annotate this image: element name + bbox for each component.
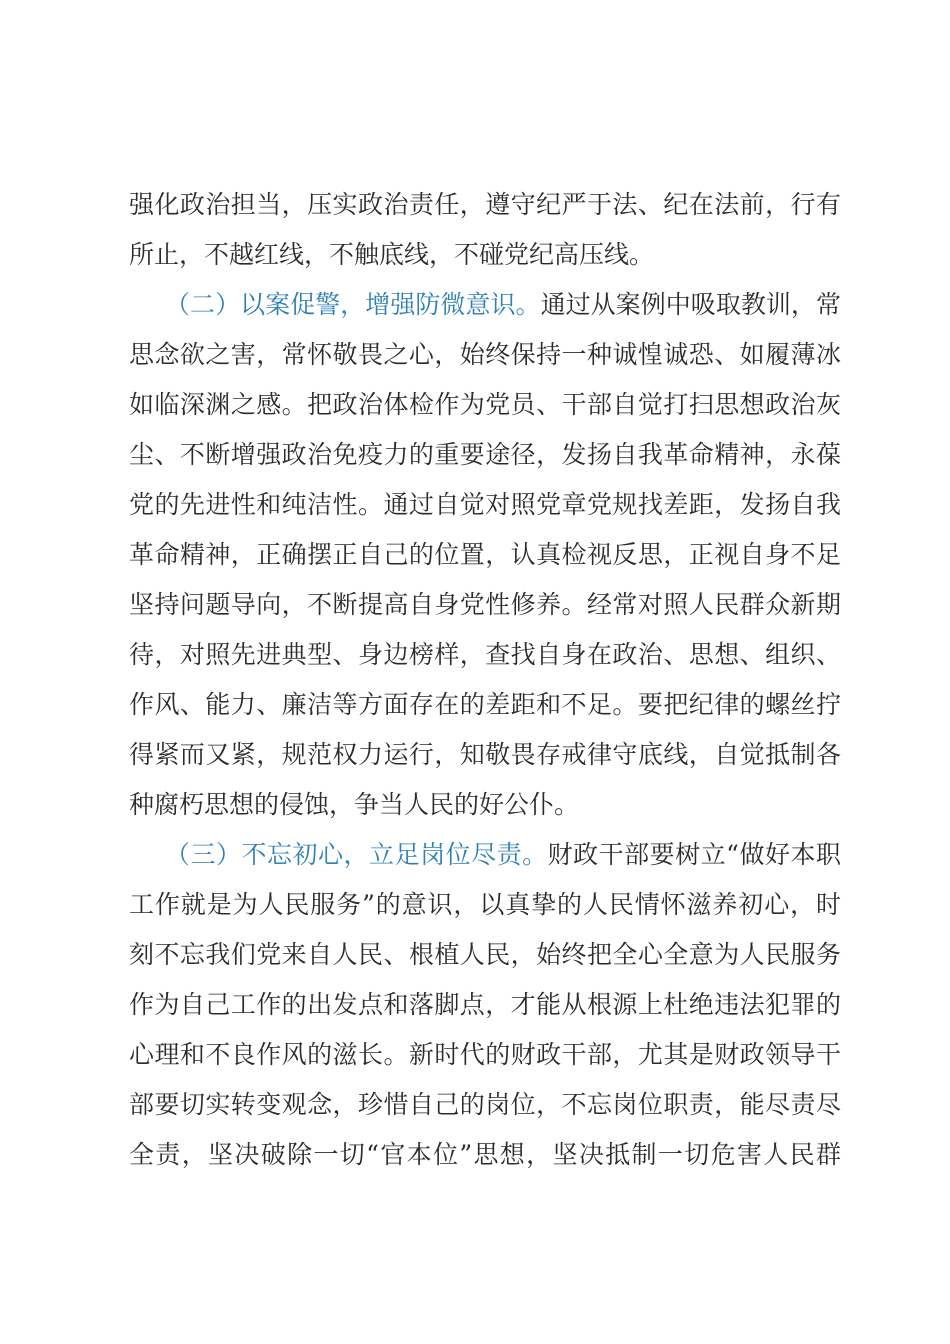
text-line: 待，对照先进典型、身边榜样，查找自身在政治、思想、组织、 — [129, 640, 841, 669]
text-line: 作为自己工作的出发点和落脚点，才能从根源上杜绝违法犯罪的 — [129, 990, 841, 1019]
section-heading: （三）不忘初心，立足岗位尽责。 — [165, 840, 548, 869]
text-line: 工作就是为人民服务”的意识，以真挚的人民情怀滋养初心，时 — [129, 890, 841, 919]
text-line: 坚持问题导向，不断提高自身党性修养。经常对照人民群众新期 — [129, 590, 841, 619]
text-line: 思念欲之害，常怀敬畏之心，始终保持一种诚惶诚恐、如履薄冰 — [129, 340, 841, 369]
text-line: 心理和不良作风的滋长。新时代的财政干部，尤其是财政领导干 — [129, 1040, 841, 1069]
text-line: 得紧而又紧，规范权力运行，知敬畏存戒律守底线，自觉抵制各 — [129, 740, 841, 769]
text-run: 财政干部要树立“做好本职 — [547, 840, 841, 869]
text-line: 强化政治担当，压实政治责任，遵守纪严于法、纪在法前，行有 — [129, 190, 841, 219]
section-heading: （二）以案促警，增强防微意识。 — [165, 290, 541, 319]
text-line: 尘、不断增强政治免疫力的重要途径，发扬自我革命精神，永葆 — [129, 440, 841, 469]
text-line: 部要切实转变观念，珍惜自己的岗位，不忘岗位职责，能尽责尽 — [129, 1090, 841, 1119]
body-text — [129, 180, 841, 1180]
text-line: 作风、能力、廉洁等方面存在的差距和不足。要把纪律的螺丝拧 — [129, 690, 841, 719]
section-heading-line — [129, 280, 841, 330]
text-line: 党的先进性和纯洁性。通过自觉对照党章党规找差距，发扬自我 — [129, 490, 841, 519]
text-line: 所止，不越红线，不触底线，不碰党纪高压线。 — [129, 240, 655, 269]
text-run: 通过从案例中吸取教训，常 — [540, 290, 841, 319]
section-heading-line — [129, 830, 841, 880]
text-line: 刻不忘我们党来自人民、根植人民，始终把全心全意为人民服务 — [129, 940, 841, 969]
text-line: 全责，坚决破除一切“官本位”思想，坚决抵制一切危害人民群 — [129, 1140, 841, 1169]
text-line: 种腐朽思想的侵蚀，争当人民的好公仆。 — [129, 790, 580, 819]
text-line: 如临深渊之感。把政治体检作为党员、干部自觉打扫思想政治灰 — [129, 390, 841, 419]
text-line: 革命精神，正确摆正自己的位置，认真检视反思，正视自身不足 — [129, 540, 841, 569]
